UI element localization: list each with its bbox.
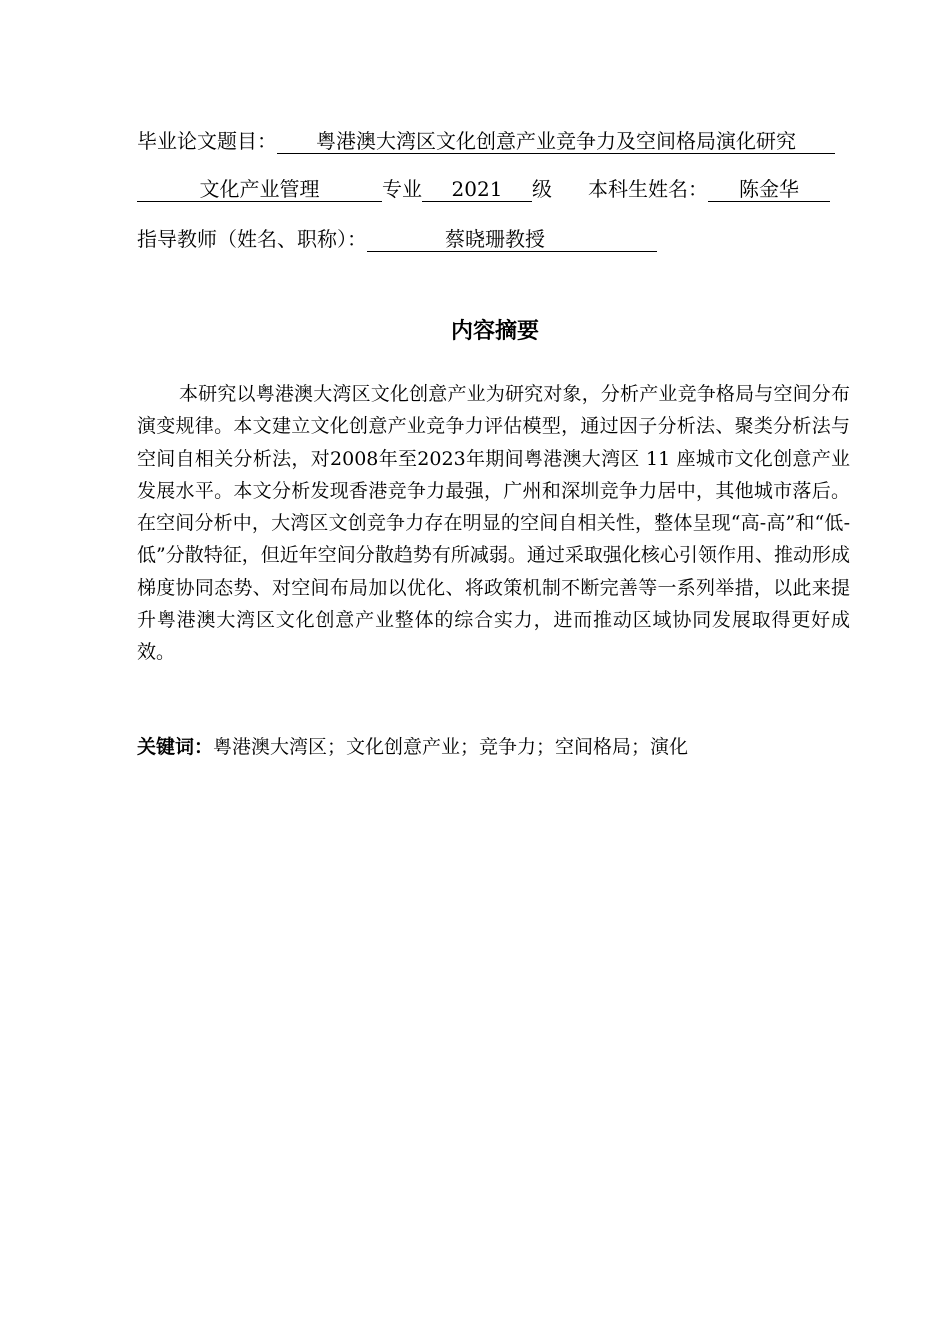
keywords-label: 关键词：	[137, 736, 214, 758]
student-name-value: 陈金华	[708, 177, 830, 202]
advisor-value: 蔡晓珊教授	[367, 227, 657, 252]
major-value: 文化产业管理	[137, 177, 382, 202]
advisor-label: 指导教师（姓名、职称）：	[137, 227, 367, 251]
thesis-title-row	[137, 127, 835, 155]
advisor-row	[137, 225, 657, 253]
keywords-row	[137, 733, 688, 761]
major-row	[137, 175, 830, 203]
grade-label: 级	[532, 177, 552, 201]
abstract-body: 本研究以粤港澳大湾区文化创意产业为研究对象，分析产业竞争格局与空间分布演变规律。本文建立文化创意产业竞争力评估模型，通过因子分析法、聚类分析法与空间自相关分析法，对2008年至2023年期间粤港澳大湾区 11 座城市文化创意产业发展水平。本文分析发现香港竞争力最强，广州和深圳竞争力居中，其他城市落后。在空间分析中，大湾区文创竞争力存在明显的空间自相关性，整体呈现“高-高”和“低-低”分散特征，但近年空间分散趋势有所减弱。通过采取强化核心引领作用、推动形成梯度协同态势、对空间布局加以优化、将政策机制不断完善等一系列举措，以此来提升粤港澳大湾区文化创意产业整体的综合实力，进而推动区域协同发展取得更好成效。	[137, 383, 850, 664]
keywords-value: 粤港澳大湾区；文化创意产业；竞争力；空间格局；演化	[213, 736, 689, 758]
abstract-heading: 内容摘要	[450, 319, 539, 344]
thesis-title-value: 粤港澳大湾区文化创意产业竞争力及空间格局演化研究	[277, 129, 835, 154]
major-label: 专业	[382, 177, 422, 201]
thesis-title-label: 毕业论文题目：	[137, 129, 277, 153]
student-name-label: 本科生姓名：	[588, 177, 708, 201]
year-value: 2021	[422, 177, 532, 202]
